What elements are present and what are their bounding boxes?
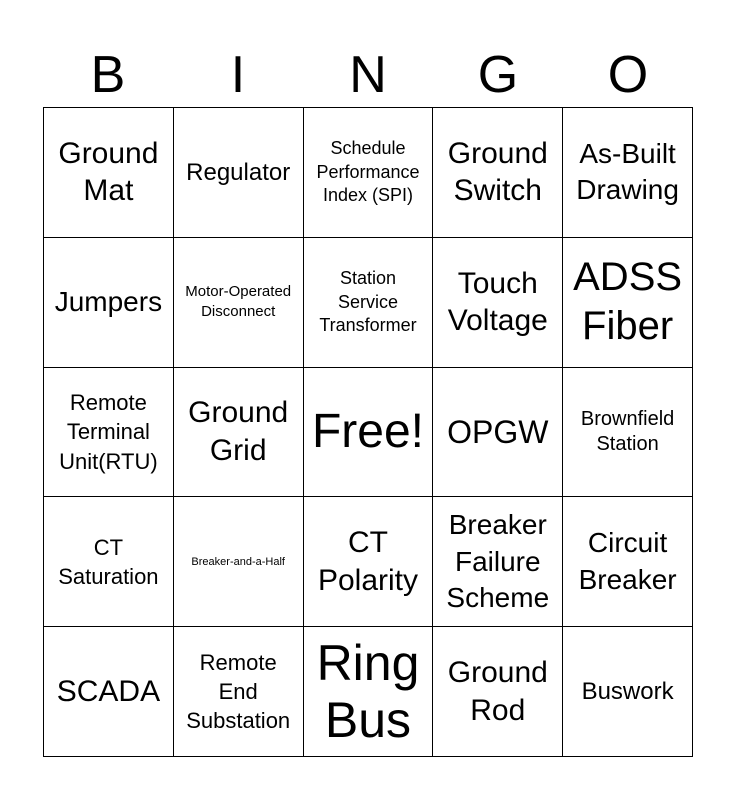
bingo-header [43,42,693,108]
bingo-cell[interactable]: Ring Bus [304,627,434,757]
bingo-cell[interactable]: Schedule Performance Index (SPI) [304,108,434,238]
header-letter-o: O [607,46,649,104]
bingo-cell[interactable]: Touch Voltage [433,238,563,368]
bingo-cell[interactable]: Jumpers [44,238,174,368]
bingo-cell[interactable]: As-Built Drawing [563,108,693,238]
bingo-cell[interactable]: Breaker-and-a-Half [174,497,304,627]
free-space-cell[interactable]: Free! [304,368,434,498]
header-letter-g: G [477,46,519,104]
bingo-cell[interactable]: CT Saturation [44,497,174,627]
bingo-cell[interactable]: Ground Mat [44,108,174,238]
header-letter-n: N [349,46,387,104]
bingo-cell[interactable]: OPGW [433,368,563,498]
bingo-card [43,107,693,757]
bingo-cell[interactable]: CT Polarity [304,497,434,627]
bingo-cell[interactable]: Remote Terminal Unit(RTU) [44,368,174,498]
bingo-cell[interactable]: Station Service Transformer [304,238,434,368]
bingo-cell[interactable]: ADSS Fiber [563,238,693,368]
bingo-cell[interactable]: Ground Grid [174,368,304,498]
bingo-cell[interactable]: Buswork [563,627,693,757]
bingo-cell[interactable]: Breaker Failure Scheme [433,497,563,627]
bingo-cell[interactable]: Circuit Breaker [563,497,693,627]
header-letter-b: B [90,46,126,104]
header-letter-i: I [230,46,246,104]
bingo-cell[interactable]: SCADA [44,627,174,757]
bingo-cell[interactable]: Ground Rod [433,627,563,757]
bingo-cell[interactable]: Motor-Operated Disconnect [174,238,304,368]
bingo-cell[interactable]: Ground Switch [433,108,563,238]
bingo-cell[interactable]: Remote End Substation [174,627,304,757]
bingo-cell[interactable]: Brownfield Station [563,368,693,498]
bingo-cell[interactable]: Regulator [174,108,304,238]
